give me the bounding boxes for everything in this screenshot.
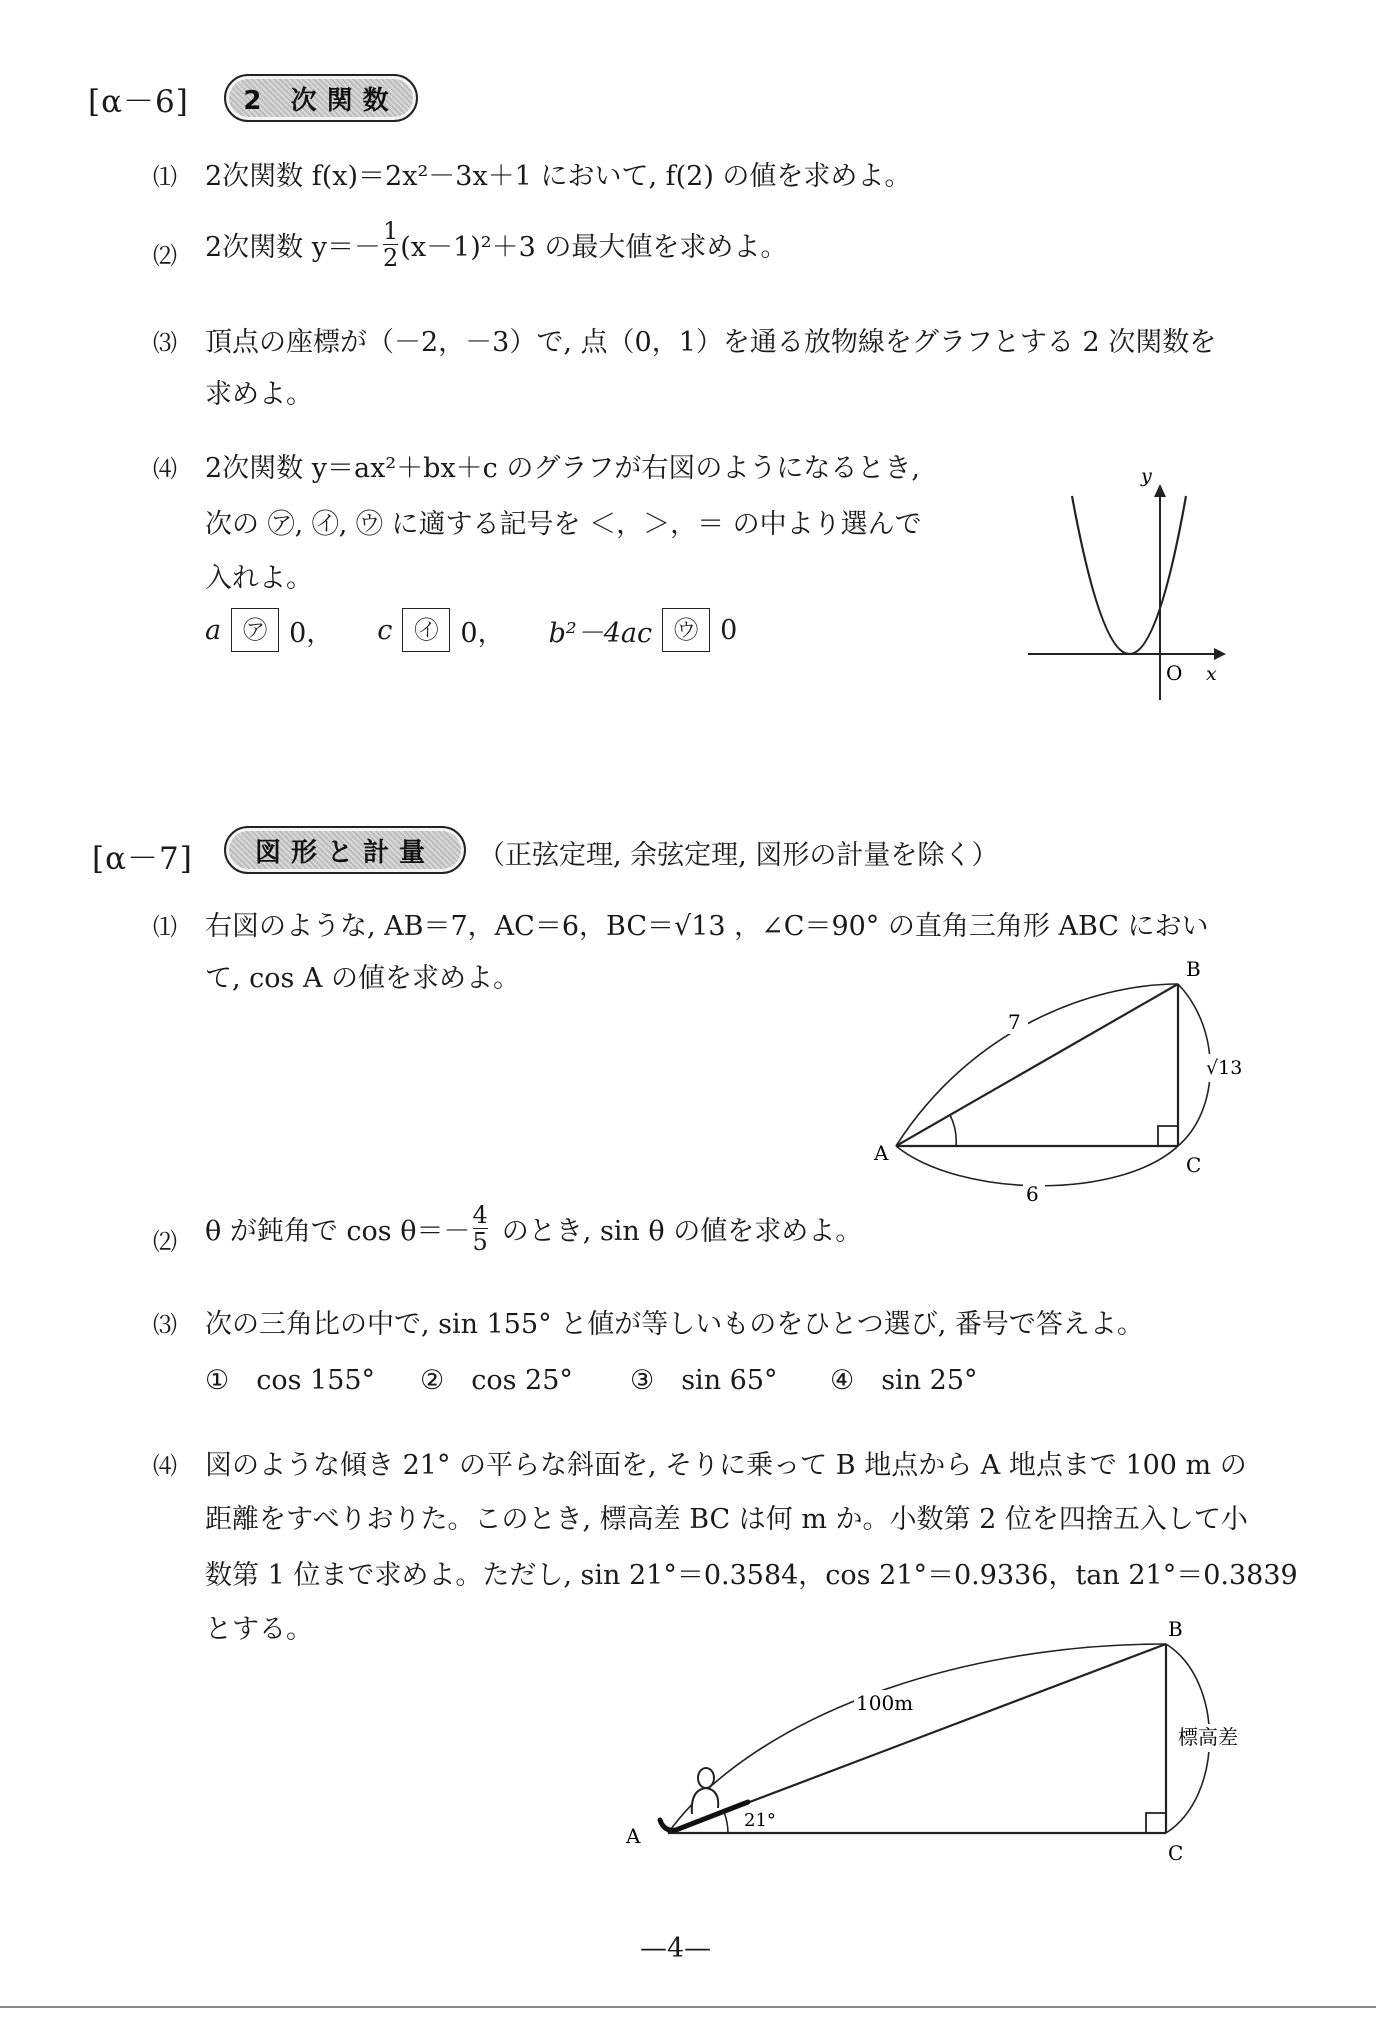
- graph-origin-label: O: [1166, 661, 1183, 685]
- label-ab-length: 7: [1008, 1010, 1021, 1034]
- q6-4-line2: 次の ㋐, ㋑, ㋒ に適する記号を ＜，＞，＝ の中より選んで: [205, 509, 922, 540]
- section-6-label: [α－6]: [88, 84, 189, 120]
- q6-1-number: ⑴: [153, 163, 177, 191]
- q7-4-line3: 数第 1 位まで求めよ。ただし, sin 21°＝0.3584，cos 21°＝0.9336，tan 21°＝0.3839: [205, 1560, 1298, 1591]
- q6-2-frac-den: 2: [383, 244, 399, 272]
- q6-2-fraction: [383, 218, 398, 271]
- answer-box-u[interactable]: ㋒: [662, 608, 710, 652]
- vertex-b-label: B: [1168, 1617, 1183, 1641]
- section-7-label: [α－7]: [92, 841, 193, 877]
- label-distance-100m: 100m: [856, 1691, 914, 1715]
- label-ac-length: 6: [1026, 1182, 1039, 1206]
- q6-4-answer-row: [205, 605, 737, 655]
- label-height-difference: 標高差: [1178, 1725, 1238, 1749]
- q6-3-line1: 頂点の座標が（－2，－3）で, 点（0，1）を通る放物線をグラフとする 2 次関数を: [205, 327, 1217, 358]
- q7-3-choice-3: ③ sin 65°: [630, 1365, 778, 1396]
- vertex-c-label: C: [1186, 1153, 1202, 1177]
- q6-2-pre: 2次関数 y＝－: [205, 232, 382, 263]
- zero-d: 0: [720, 614, 738, 646]
- q6-3-line2: 求めよ。: [205, 379, 313, 410]
- arc-ac: [896, 1146, 1178, 1186]
- parabola-curve: [1072, 496, 1186, 654]
- zero-c: 0，: [460, 617, 505, 649]
- q6-3-number: ⑶: [153, 329, 177, 357]
- q7-1-number: ⑴: [153, 913, 177, 941]
- q7-3-choice-1: ① cos 155°: [205, 1365, 376, 1396]
- section-7-title-badge: 図形と計量: [224, 826, 466, 874]
- q6-2-post: (x－1)²＋3 の最大値を求めよ。: [400, 232, 788, 263]
- label-discriminant: b²－4ac: [548, 617, 653, 649]
- vertex-a-label: A: [874, 1141, 889, 1165]
- x-axis-arrow: [1214, 648, 1226, 660]
- label-a: a: [205, 614, 222, 646]
- q7-1-line2: て, cos A の値を求めよ。: [205, 963, 521, 994]
- q6-1-text: 2次関数 f(x)＝2x²－3x＋1 において, f(2) の値を求めよ。: [205, 161, 912, 192]
- q7-2-number: ⑵: [153, 1228, 177, 1256]
- q6-4-line3: 入れよ。: [205, 563, 313, 594]
- q7-4-line1: 図のような傾き 21° の平らな斜面を, そりに乗って B 地点から A 地点まで 100 m の: [205, 1450, 1247, 1481]
- footer-divider: [0, 2006, 1376, 2008]
- q7-2-post: のとき, sin θ の値を求めよ。: [501, 1216, 863, 1247]
- q7-2-fraction: [473, 1202, 488, 1255]
- q7-2-frac-num: 4: [472, 1201, 488, 1229]
- vertex-c-label: C: [1168, 1841, 1184, 1865]
- y-axis-arrow: [1154, 484, 1166, 497]
- side-ab: [896, 984, 1178, 1146]
- graph-x-label: x: [1206, 663, 1217, 685]
- q7-1-line1: 右図のような, AB＝7，AC＝6，BC＝√13 ，∠C＝90° の直角三角形 ABC におい: [205, 911, 1209, 942]
- q7-3-number: ⑶: [153, 1311, 177, 1339]
- q7-3-choice-4: ④ sin 25°: [830, 1365, 978, 1396]
- section-6-title-badge: 2 次関数: [224, 74, 418, 122]
- q7-4-line4: とする。: [205, 1614, 313, 1645]
- q7-2-frac-den: 5: [472, 1228, 488, 1256]
- right-angle-mark: [1146, 1813, 1166, 1833]
- q7-4-line2: 距離をすべりおりた。このとき, 標高差 BC は何 m か。小数第 2 位を四捨五入して小: [205, 1504, 1248, 1535]
- slope-figure: [620, 1610, 1260, 1870]
- label-angle-21: 21°: [744, 1810, 776, 1831]
- q7-4-number: ⑷: [153, 1452, 177, 1480]
- right-angle-mark: [1158, 1126, 1178, 1146]
- vertex-a-label: A: [626, 1824, 641, 1848]
- q6-4-number: ⑷: [153, 455, 177, 483]
- q7-2-text: [205, 1202, 862, 1255]
- q7-3-choice-2: ② cos 25°: [420, 1365, 573, 1396]
- q7-3-line1: 次の三角比の中で, sin 155° と値が等しいものをひとつ選び, 番号で答えよ。: [205, 1309, 1144, 1340]
- label-bc-length: √13: [1206, 1057, 1243, 1079]
- answer-box-i[interactable]: ㋑: [402, 608, 450, 652]
- parabola-graph: [1020, 460, 1250, 710]
- label-c: c: [377, 614, 393, 646]
- graph-y-label: y: [1141, 465, 1152, 487]
- angle-a-mark: [950, 1115, 956, 1146]
- zero-a: 0，: [289, 617, 334, 649]
- triangle-abc-figure: [860, 950, 1280, 1210]
- q6-2-frac-num: 1: [383, 217, 399, 245]
- answer-box-a[interactable]: ㋐: [231, 608, 279, 652]
- q6-2-number: ⑵: [153, 242, 177, 270]
- q7-2-pre: θ が鈍角で cos θ＝－: [205, 1216, 471, 1247]
- angle-21-mark: [724, 1812, 728, 1833]
- sled-rider-icon: [660, 1768, 748, 1830]
- page-number: —4—: [640, 1933, 712, 1964]
- q6-2-text: [205, 218, 787, 271]
- q6-4-line1: 2次関数 y＝ax²＋bx＋c のグラフが右図のようになるとき,: [205, 453, 920, 484]
- vertex-b-label: B: [1186, 957, 1201, 981]
- section-7-note: （正弦定理, 余弦定理, 図形の計量を除く）: [478, 840, 999, 871]
